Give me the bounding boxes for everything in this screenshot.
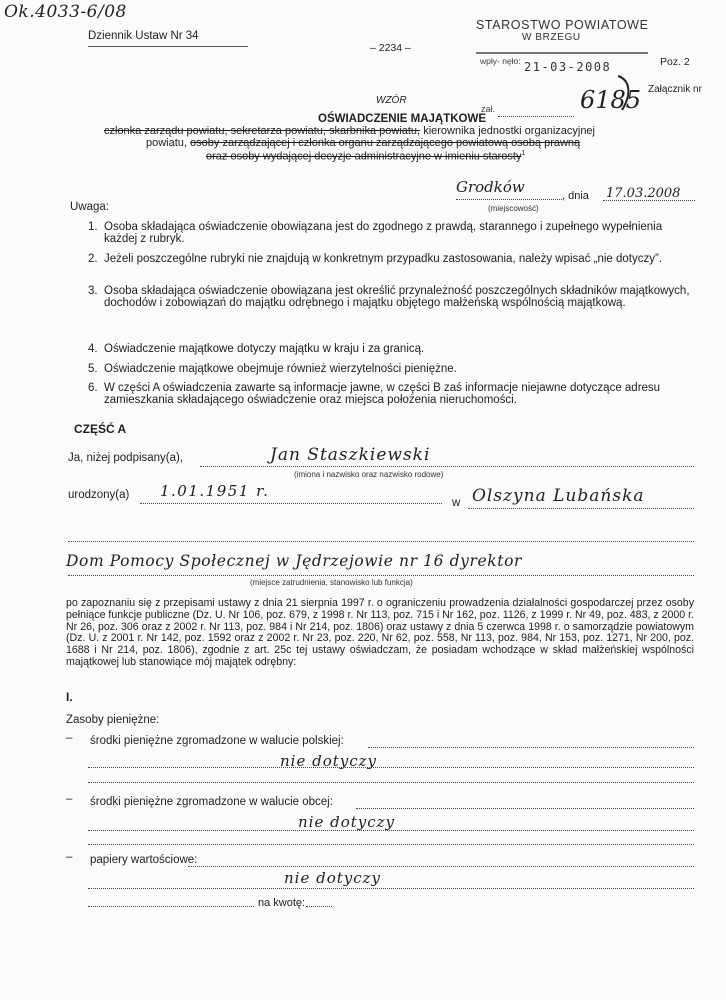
date-label: , dnia xyxy=(562,190,589,202)
notes-heading: Uwaga: xyxy=(70,201,109,213)
subtitle-part-1: kierownika jednostki organizacyjnej xyxy=(423,125,595,137)
entry-dash: – xyxy=(66,793,73,805)
entry-line xyxy=(88,830,694,831)
journal-header: Dziennik Ustaw Nr 34 xyxy=(88,30,199,42)
stamp-rule xyxy=(476,52,648,54)
name-caption: (imiona i nazwisko oraz nazwisko rodowe) xyxy=(294,470,444,479)
note-number: 4. xyxy=(88,343,98,355)
date-value: 17.03.2008 xyxy=(606,186,681,201)
entry-line xyxy=(368,747,694,748)
subtitle-struck-2: osoby zarządzającej i członka organu zarządzającego powiatową osobą prawną xyxy=(190,137,581,149)
entry-line xyxy=(188,866,694,867)
employment-value: Dom Pomocy Społecznej w Jędrzejowie nr 16 dyrektor xyxy=(66,552,523,570)
section-heading: Zasoby pieniężne: xyxy=(66,714,160,726)
entry-line xyxy=(356,808,694,809)
form-title: OŚWIADCZENIE MAJĄTKOWE xyxy=(318,113,487,125)
note-text: Oświadczenie majątkowe obejmuje również wierzytelności pieniężne. xyxy=(104,363,457,375)
employment-line xyxy=(68,575,694,576)
note-text: Jeżeli poszczególne rubryki nie znajdują w konkretnym przypadku zastosowania, należy wpisać „nie dotyczy”. xyxy=(104,253,663,265)
subtitle-struck-3: oraz osoby wydającej decyzje administracyjne w imieniu starosty xyxy=(206,150,522,163)
note-number: 6. xyxy=(88,382,98,394)
place-value: Grodków xyxy=(456,178,525,196)
page-number: – 2234 – xyxy=(370,42,411,54)
handwritten-reference: Ok.4033-6/08 xyxy=(4,2,127,22)
amount-line xyxy=(88,906,254,907)
birth-date-line xyxy=(140,503,442,504)
in-label: w xyxy=(452,497,461,509)
declarant-name: Jan Staszkiewski xyxy=(270,445,431,465)
wzor-label: WZÓR xyxy=(376,95,407,106)
signed-label: Ja, niżej podpisany(a), xyxy=(68,452,184,464)
part-a-heading: CZĘŚĆ A xyxy=(74,422,127,436)
entry-label: papiery wartościowe: xyxy=(90,854,198,866)
legal-basis-text: po zapoznaniu się z przepisami ustawy z dnia 21 sierpnia 1997 r. o ograniczeniu prowadzenia działalności gospodarczej przez osoby pełniące funkcje publiczne (Dz. U. Nr 106, poz. 679, z 1998 r. Nr 113, poz. 715 i Nr 162, poz. 1126, z 1999 r. Nr 49, poz. 483, z 2000 r. Nr 26, poz. 306 oraz z 2002 r. Nr 113, poz. 984 i Nr 214, poz. 1806) oraz ustawy z dnia 5 czerwca 1998 r. o samorządzie powiatowym (Dz. U. z 2001 r. Nr 142, poz. 1592 oraz z 2002 r. Nr 23, poz. 220, Nr 62, poz. 558, Nr 113, poz. 984, Nr 153, poz. 1271, Nr 200, poz. 1688 i Nr 214, poz. 1806), zgodnie z art. 25c tej ustawy oświadczam, że posiadam wchodzące w skład małżeńskiej wspólności majątkowej lub stanowiące mój majątek odrębny: xyxy=(66,597,694,668)
note-text: Osoba składająca oświadczenie obowiązana jest określić przynależność poszczególnych składników majątkowych, dochodów i zobowiązań do majątku odrębnego i majątku objętego małżeńską wspólnością majątkową. xyxy=(104,285,690,309)
entry-line xyxy=(88,844,694,845)
signature-mark xyxy=(616,74,636,114)
stamp-location: W BRZEGU xyxy=(522,32,581,43)
entry-answer: nie dotyczy xyxy=(280,752,378,770)
entry-answer: nie dotyczy xyxy=(284,869,382,887)
entry-answer: nie dotyczy xyxy=(298,813,396,831)
amount-value-line xyxy=(306,906,332,907)
subtitle-struck-1: członka zarządu powiatu, sekretarza powiatu, skarbnika powiatu, xyxy=(104,125,421,137)
note-item xyxy=(88,363,698,377)
place-caption: (miejscowość) xyxy=(488,204,539,213)
note-number: 5. xyxy=(88,363,98,375)
note-item xyxy=(88,285,698,325)
employment-caption: (miejsce zatrudnienia, stanowisko lub funkcja) xyxy=(250,578,413,587)
note-text: Oświadczenie majątkowe dotyczy majątku w kraju i za granicą. xyxy=(104,343,425,355)
note-number: 1. xyxy=(88,221,98,233)
entry-line xyxy=(88,888,694,889)
subtitle-part-2: powiatu, xyxy=(146,137,187,149)
entry-line xyxy=(88,767,694,768)
note-item xyxy=(88,343,698,357)
stamp-reg-number: 6185 xyxy=(580,86,642,114)
note-number: 2. xyxy=(88,253,98,265)
note-item xyxy=(88,382,698,408)
attachment-label: Załącznik nr xyxy=(648,84,702,95)
stamp-reg-label: zał. xyxy=(481,104,496,114)
amount-label: na kwotę: xyxy=(258,897,306,909)
stamp-received-date: 21-03-2008 xyxy=(524,60,612,74)
entry-label: środki pieniężne zgromadzone w walucie polskiej: xyxy=(90,735,344,747)
stamp-received-label: wpły- nęło: xyxy=(480,56,521,66)
name-line xyxy=(200,466,694,467)
note-item xyxy=(88,253,698,279)
entry-label: środki pieniężne zgromadzone w walucie obcej: xyxy=(90,796,333,808)
date-line xyxy=(603,200,695,201)
entry-dash: – xyxy=(66,851,73,863)
note-text: W części A oświadczenia zawarte są informacje jawne, w części B zaś informacje niejawne dotyczące adresu zamieszkania składającego oświadczenie oraz miejsca położenia nieruchomości. xyxy=(104,382,661,406)
birth-place-line xyxy=(468,508,694,509)
position-ref: Poz. 2 xyxy=(660,56,690,68)
blank-line xyxy=(68,541,694,542)
place-line xyxy=(456,199,562,200)
stamp-institution: STAROSTWO POWIATOWE xyxy=(476,18,649,32)
header-rule xyxy=(88,46,248,47)
birth-place: Olszyna Lubańska xyxy=(472,486,645,506)
note-item xyxy=(88,221,698,247)
note-number: 3. xyxy=(88,285,98,297)
birth-date: 1.01.1951 r. xyxy=(160,482,270,500)
entry-line xyxy=(88,782,694,783)
born-label: urodzony(a) xyxy=(68,489,130,501)
stamp-reg-line xyxy=(498,116,574,117)
entry-dash: – xyxy=(66,732,73,744)
note-text: Osoba składająca oświadczenie obowiązana jest do zgodnego z prawdą, starannego i zupełnego wypełnienia każdej z rubryk. xyxy=(104,221,663,245)
section-numeral: I. xyxy=(66,690,73,704)
footnote-marker: 1 xyxy=(521,150,526,157)
